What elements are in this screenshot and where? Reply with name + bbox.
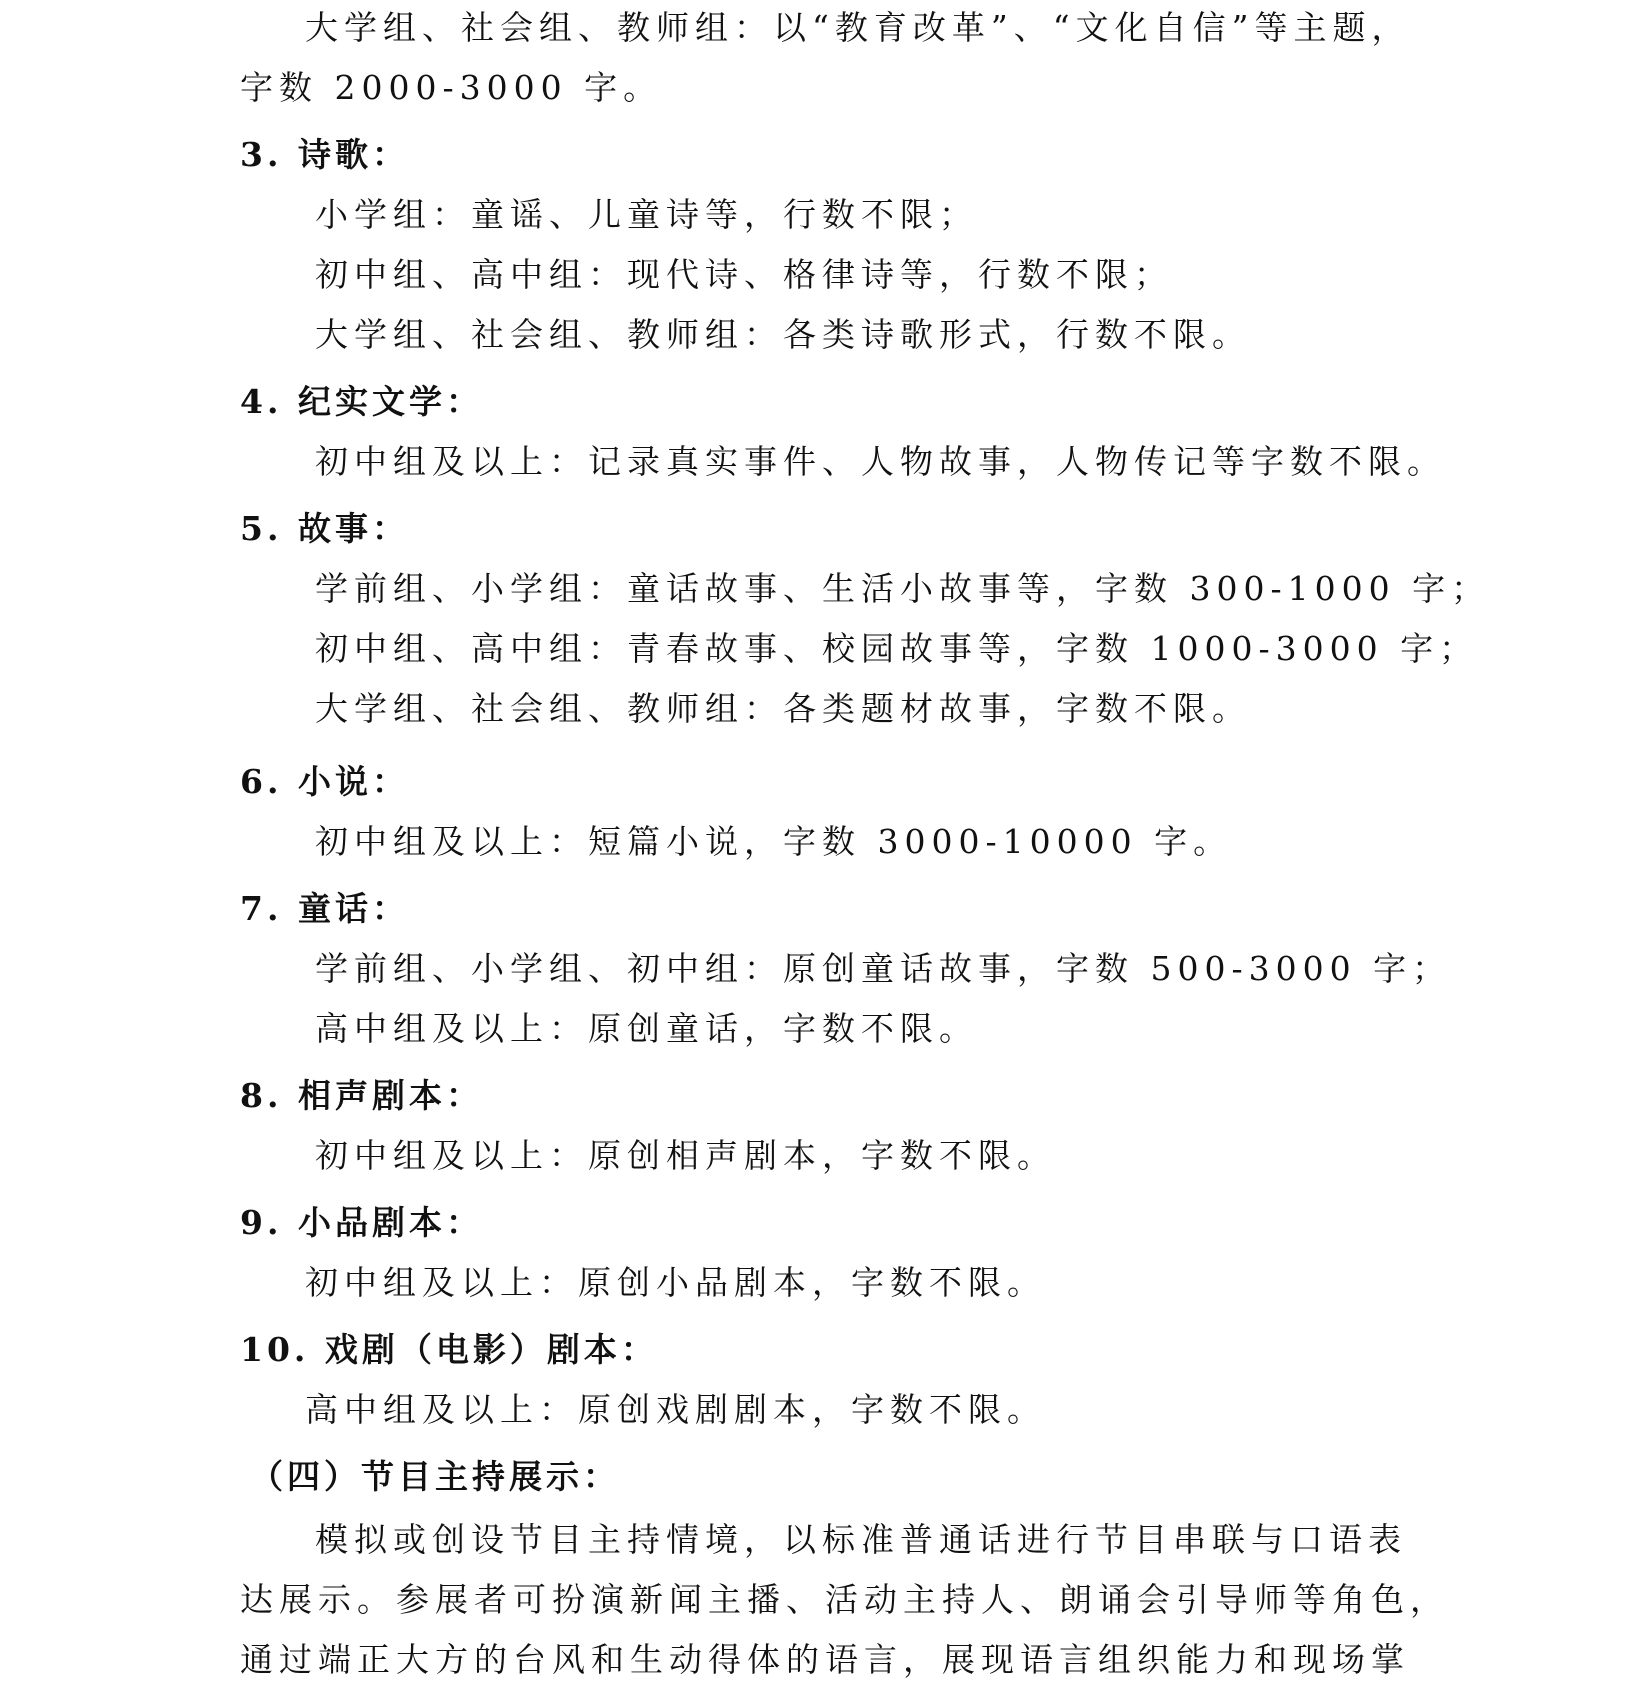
section-heading-sketch-script: 9. 小品剧本： [240, 1203, 483, 1242]
section-heading-story: 5. 故事： [240, 509, 409, 548]
section-heading-fairy-tale: 7. 童话： [240, 889, 409, 928]
section-heading-crosstalk-script: 8. 相声剧本： [240, 1076, 483, 1115]
list-item: 学前组、小学组：童话故事、生活小故事等，字数 300-1000 字； [315, 569, 1491, 608]
list-item: 大学组、社会组、教师组：各类诗歌形式，行数不限。 [315, 315, 1251, 354]
list-item: 初中组及以上：原创小品剧本，字数不限。 [305, 1263, 1046, 1302]
list-item: 初中组及以上：短篇小说，字数 3000-10000 字。 [315, 822, 1233, 861]
paragraph-line: 模拟或创设节目主持情境，以标准普通话进行节目串联与口语表 [315, 1520, 1407, 1559]
list-item: 小学组：童谣、儿童诗等，行数不限； [315, 195, 978, 234]
section-heading-hosting: （四）节目主持展示： [250, 1457, 620, 1496]
list-item: 高中组及以上：原创童话，字数不限。 [315, 1009, 978, 1048]
section-heading-documentary: 4. 纪实文学： [240, 382, 483, 421]
paragraph-line: 达展示。参展者可扮演新闻主播、活动主持人、朗诵会引导师等角色， [240, 1580, 1449, 1619]
paragraph-line: 字数 2000-3000 字。 [240, 68, 663, 107]
list-item: 大学组、社会组、教师组：各类题材故事，字数不限。 [315, 689, 1251, 728]
list-item: 初中组及以上：记录真实事件、人物故事，人物传记等字数不限。 [315, 442, 1446, 481]
list-item: 学前组、小学组、初中组：原创童话故事，字数 500-3000 字； [315, 949, 1452, 988]
section-heading-novel: 6. 小说： [240, 762, 409, 801]
section-heading-drama-script: 10. 戏剧（电影）剧本： [240, 1330, 658, 1369]
list-item: 初中组、高中组：青春故事、校园故事等，字数 1000-3000 字； [315, 629, 1479, 668]
list-item: 高中组及以上：原创戏剧剧本，字数不限。 [305, 1390, 1046, 1429]
paragraph-line: 大学组、社会组、教师组：以“教育改革”、“文化自信”等主题， [305, 8, 1411, 47]
section-heading-poetry: 3. 诗歌： [240, 135, 409, 174]
list-item: 初中组、高中组：现代诗、格律诗等，行数不限； [315, 255, 1173, 294]
list-item: 初中组及以上：原创相声剧本，字数不限。 [315, 1136, 1056, 1175]
paragraph-line: 通过端正大方的台风和生动得体的语言，展现语言组织能力和现场掌 [240, 1640, 1410, 1679]
